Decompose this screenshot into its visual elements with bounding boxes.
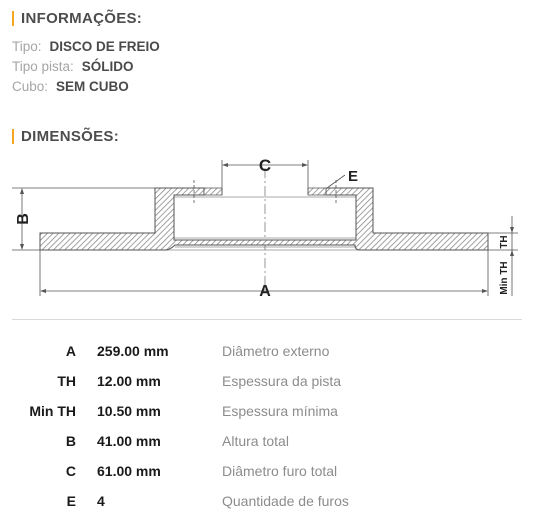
dimensions-table [0, 336, 533, 516]
info-value: SEM CUBO [56, 79, 129, 94]
dim-c-label: C [258, 156, 272, 175]
hub-flange-left [204, 188, 222, 195]
dim-description: Diâmetro externo [222, 343, 330, 359]
dim-code: B [65, 433, 76, 449]
divider [12, 319, 522, 320]
section-informacoes-title: INFORMAÇÕES: [21, 10, 143, 27]
disc-body-section [40, 188, 488, 250]
dim-code: Min TH [29, 403, 76, 419]
section-dimensoes-heading [12, 128, 119, 145]
table-row [0, 426, 533, 456]
dim-description: Diâmetro furo total [222, 463, 338, 479]
dim-value: 4 [97, 493, 105, 509]
dim-min-th-label: Min TH [499, 261, 510, 295]
section-dimensoes-title: DIMENSÕES: [21, 128, 120, 145]
dim-description: Espessura mínima [222, 403, 338, 419]
table-row [0, 336, 533, 366]
dim-code: A [65, 343, 76, 359]
table-row [0, 486, 533, 516]
info-value: SÓLIDO [81, 59, 134, 74]
table-row [0, 366, 533, 396]
brake-disc-cross-section-drawing [0, 150, 533, 310]
dim-value: 12.00 mm [97, 373, 161, 389]
dim-value: 10.50 mm [97, 403, 161, 419]
dim-value: 61.00 mm [97, 463, 161, 479]
info-row-tipo [12, 39, 160, 54]
info-value: DISCO DE FREIO [49, 39, 160, 54]
table-row [0, 456, 533, 486]
info-row-cubo [12, 79, 129, 94]
dim-code: C [65, 463, 76, 479]
dim-description: Espessura da pista [222, 373, 342, 389]
info-label: Cubo: [12, 79, 49, 94]
info-label: Tipo: [12, 39, 42, 54]
info-label: Tipo pista: [12, 59, 74, 74]
dim-e-label: E [348, 168, 359, 185]
dim-code: TH [57, 373, 76, 389]
dim-description: Quantidade de furos [222, 493, 349, 509]
dim-code: E [66, 493, 76, 509]
dim-th-label: TH [499, 235, 510, 249]
dim-value: 259.00 mm [97, 343, 169, 359]
dim-a-label: A [259, 283, 271, 300]
dim-description: Altura total [222, 433, 289, 449]
dim-value: 41.00 mm [97, 433, 161, 449]
table-row [0, 396, 533, 426]
hub-flange-right [308, 188, 326, 195]
accent-bar [12, 129, 14, 144]
accent-bar [12, 11, 14, 26]
info-row-tipo-pista [12, 59, 134, 74]
section-informacoes-heading [12, 10, 142, 27]
dim-b-label: B [15, 213, 32, 225]
